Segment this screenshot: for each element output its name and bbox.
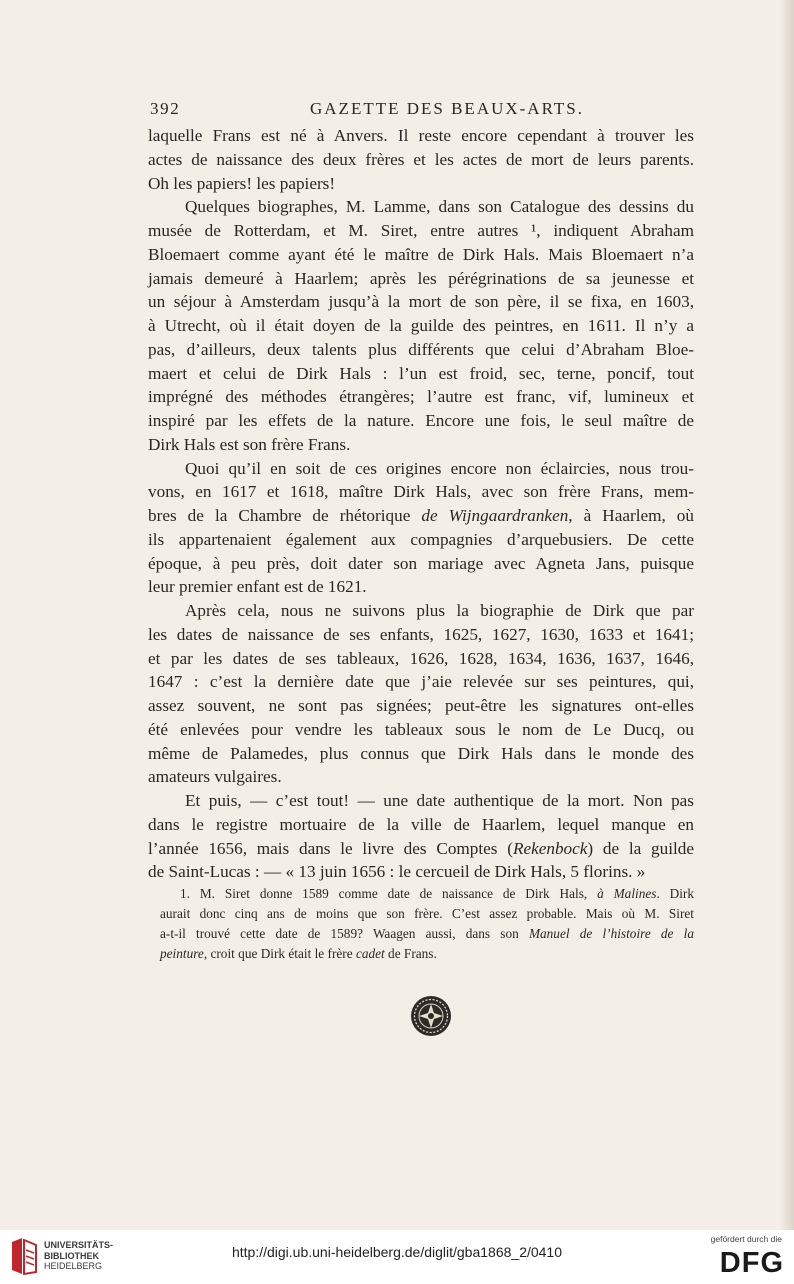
text-line: époque, à peu près, doit dater son mariage avec Agneta Jans, puisque — [148, 553, 694, 573]
page-number: 392 — [150, 99, 181, 118]
text-segment: a-t-il trouvé cette date de 1589? Waagen aussi, dans son — [160, 926, 529, 941]
text-line: été enlevées pour vendre les tableaux sous le nom de Le Ducq, ou — [148, 719, 694, 739]
text-line: et par les dates de ses tableaux, 1626, 1628, 1634, 1636, 1637, 1646, — [148, 648, 694, 668]
running-title: GAZETTE DES BEAUX-ARTS. — [310, 99, 584, 118]
ornament-icon — [410, 995, 452, 1037]
text-line: Dirk Hals est son frère Frans. — [148, 434, 351, 454]
text-segment: ) de la guilde — [587, 838, 695, 858]
text-line: Et puis, — c’est tout! — une date authentique de la mort. Non pas — [185, 791, 694, 810]
footnotes — [160, 884, 694, 964]
library-city: HEIDELBERG — [44, 1261, 103, 1271]
text-line: Oh les papiers! les papiers! — [148, 173, 336, 193]
text-line: leur premier enfant est de 1621. — [148, 577, 367, 597]
text-segment: bres de la Chambre de rhétorique — [148, 506, 422, 525]
text-line: musée de Rotterdam, et M. Siret, entre autres ¹, indiquent Abraham — [148, 221, 694, 240]
text-line: à Utrecht, où il était doyen de la guilde des peintres, en 1611. Il n’y a — [148, 316, 694, 335]
text-line: maert et celui de Dirk Hals : l’un est froid, sec, terne, poncif, tout — [148, 363, 694, 383]
text-line: Quoi qu’il en soit de ces origines encore non éclaircies, nous trou- — [185, 458, 694, 478]
library-name-line-2: BIBLIOTHEK — [44, 1250, 99, 1261]
text-line: laquelle Frans est né à Anvers. Il reste encore cependant à trouver les — [148, 126, 694, 145]
text-line: jamais demeuré à Haarlem; après les pérégrinations de sa jeunesse et — [148, 268, 694, 288]
italic-text: Manuel de l’histoire de la — [528, 926, 694, 941]
text-line — [148, 504, 694, 528]
text-segment: . Dirk — [656, 886, 694, 901]
text-line: vons, en 1617 et 1618, maître Dirk Hals, avec son frère Frans, mem- — [148, 482, 694, 502]
dfg-logo: DFG — [719, 1247, 784, 1279]
text-line: les dates de naissance de ses enfants, 1625, 1627, 1630, 1633 et 1641; — [148, 624, 694, 644]
text-line: assez souvent, ne sont pas signées; peut-être les signatures ont-elles — [148, 696, 694, 715]
italic-text: cadet — [355, 946, 385, 961]
text-segment: , à Haarlem, où — [568, 506, 694, 525]
text-line: même de Palamedes, plus connus que Dirk Hals dans le monde des — [148, 743, 694, 763]
text-line: de Saint-Lucas : — « 13 juin 1656 : le cercueil de Dirk Hals, 5 florins. » — [148, 862, 646, 882]
italic-text: à Malines — [597, 886, 657, 901]
text-line: Bloemaert comme ayant été le maître de Dirk Hals. Mais Bloemaert n’a — [148, 244, 694, 264]
text-line: actes de naissance des deux frères et les actes de mort de leurs parents. — [148, 149, 694, 169]
library-name-line-1: UNIVERSITÄTS- — [44, 1240, 114, 1250]
text-line: amateurs vulgaires. — [148, 767, 282, 787]
footnote-line — [160, 924, 694, 944]
text-line: ils appartenaient également aux compagnies d’arquebusiers. De cette — [148, 529, 694, 549]
funding-note: gefördert durch die — [710, 1234, 782, 1244]
text-line: inspiré par les effets de la nature. Encore une fois, le seul maître de — [148, 411, 694, 430]
italic-text: peinture — [160, 946, 204, 961]
footnote-line — [160, 944, 694, 964]
body-text — [148, 124, 694, 884]
permalink-url[interactable]: http://digi.ub.uni-heidelberg.de/diglit/gba1868_2/0410 — [231, 1244, 563, 1260]
text-line: Après cela, nous ne suivons plus la biographie de Dirk que par — [185, 601, 694, 620]
footnote-line: aurait donc cinq ans de moins que son frère. C’est assez probable. Mais où M. Siret — [160, 906, 694, 921]
italic-text: Rekenbock — [512, 838, 588, 858]
text-line: dans le registre mortuaire de la ville de Haarlem, lequel manque en — [148, 814, 694, 834]
italic-text: de Wijngaardranken — [421, 506, 569, 525]
text-line: pas, d’ailleurs, deux talents plus différents que celui d’Abraham Bloe- — [148, 339, 694, 359]
page-header — [150, 99, 695, 123]
text-line: imprégné des méthodes étrangères; l’autre est franc, vif, lumineux et — [148, 387, 694, 407]
text-segment: l’année 1656, mais dans le livre des Comptes ( — [148, 838, 513, 858]
footnote-line — [160, 884, 694, 904]
text-segment: , croit que Dirk était le frère — [203, 946, 356, 961]
text-segment: de Frans. — [384, 946, 437, 961]
text-line: Quelques biographes, M. Lamme, dans son Catalogue des dessins du — [185, 197, 694, 217]
text-line — [148, 837, 694, 861]
text-segment: 1. M. Siret donne 1589 comme date de naissance de Dirk Hals, — [180, 886, 598, 901]
text-line: un séjour à Amsterdam jusqu’à la mort de son père, il se fixa, en 1603, — [148, 292, 694, 312]
text-line: 1647 : c’est la dernière date que j’aie relevée sur ses peintures, qui, — [148, 672, 694, 692]
